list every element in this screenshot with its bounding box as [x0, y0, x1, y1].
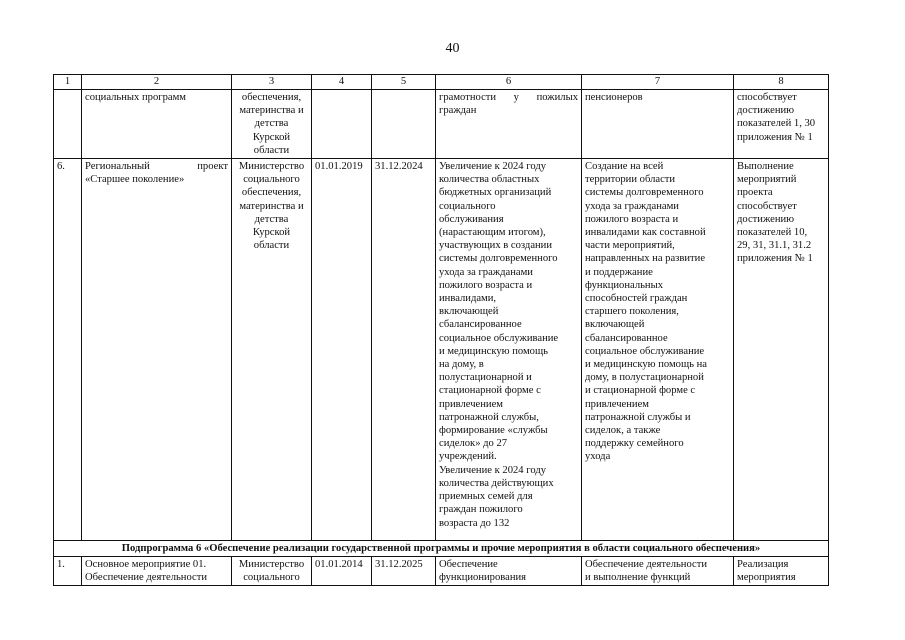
column-number: 8 [734, 75, 829, 90]
text-line: дому, в полустационарной [585, 372, 704, 384]
indicators-cell [734, 90, 829, 159]
text-line: показателей 1, 30 [737, 118, 816, 130]
text-line: показателей 10, [737, 227, 808, 239]
row-number-cell [54, 90, 82, 159]
text-line: грамотности у пожилых [439, 92, 578, 103]
text-line: учреждений. [439, 451, 497, 463]
end-date-cell: 31.12.2025 [372, 557, 436, 586]
text-line: количества областных [439, 174, 540, 186]
column-number-row [54, 75, 829, 90]
text-line: ухода [585, 451, 611, 463]
text-line: инвалидами как составной [585, 227, 706, 239]
text-line: бюджетных организаций [439, 187, 552, 199]
text-line: детства [254, 118, 289, 130]
text-line: приемных семей для [439, 491, 533, 503]
column-number: 6 [436, 75, 582, 90]
program-table [53, 74, 829, 586]
text-line: направленных на развитие [585, 253, 706, 265]
text-line: и стационарной форме с [585, 385, 696, 397]
text-line: способствует [737, 92, 797, 103]
text-line: функционирования [439, 572, 527, 584]
row-number-cell: 1. [54, 557, 82, 586]
text-line: Курской [252, 131, 291, 143]
text-line: социального [243, 572, 300, 584]
text-line: области [253, 144, 290, 156]
event-name-cell [82, 159, 232, 541]
event-name-cell: социальных программ [82, 90, 232, 159]
text-line: Реализация [737, 559, 789, 571]
text-line: пожилого возраста и [439, 279, 533, 291]
table-row-6 [54, 159, 829, 541]
text-line: Министерство [238, 559, 305, 571]
text-line: Увеличение к 2024 году [439, 161, 547, 173]
text-line: Выполнение [737, 161, 794, 173]
text-line: граждан [439, 105, 477, 117]
text-line: приложения № 1 [737, 131, 813, 143]
text-line: Основное мероприятие 01. [85, 559, 207, 571]
end-date-cell: 31.12.2024 [372, 159, 436, 541]
text-line: мероприятия [737, 572, 796, 584]
subprogram-title: Подпрограмма 6 «Обеспечение реализации государственной программы и прочие мероприятия в области социального обеспечения» [54, 541, 829, 557]
text-line: социального [439, 200, 496, 212]
text-line: социальное обслуживание [585, 345, 705, 357]
text-line: сбалансированное [439, 319, 522, 331]
text-line: социального [243, 174, 300, 186]
text-line: патронажной службы, [439, 411, 539, 423]
text-line: Региональный проект [85, 161, 228, 173]
column-number: 3 [232, 75, 312, 90]
text-line: способствует [737, 200, 797, 212]
text-line: сбалансированное [585, 332, 668, 344]
event-name-cell [82, 557, 232, 586]
text-line: (нарастающим итогом), [439, 227, 546, 239]
text-line: на дому, в [439, 359, 484, 371]
text-line: части мероприятий, [585, 240, 675, 252]
text-line: сиделок» до 27 [439, 438, 508, 450]
text-line: области [253, 240, 290, 252]
text-line: «Старшее поколение» [85, 174, 185, 186]
text-line: Обеспечение деятельности [85, 572, 208, 584]
text-line: социальное обслуживание [439, 332, 559, 344]
text-line: ухода за гражданами [585, 200, 679, 212]
start-date-cell [312, 90, 372, 159]
text-line: участвующих в создании [439, 240, 553, 252]
text-line: Обеспечение [439, 559, 498, 571]
text-line: полустационарной и [439, 372, 532, 384]
text-line: привлечением [439, 398, 503, 410]
text-line: достижению [737, 213, 795, 225]
text-line: обслуживания [439, 213, 504, 225]
text-line: функциональных [585, 279, 664, 291]
text-line: детства [254, 213, 289, 225]
text-line: проекта [737, 187, 773, 199]
text-line: и медицинскую помощь [439, 345, 548, 357]
text-line: патронажной службы и [585, 411, 691, 423]
text-line: поддержку семейного [585, 438, 684, 450]
text-line: обеспечения, [241, 187, 302, 199]
executor-cell [232, 557, 312, 586]
text-line: материнства и [239, 105, 304, 117]
end-date-cell [372, 90, 436, 159]
text-line: ухода за гражданами [439, 266, 533, 278]
text-line: и медицинскую помощь на [585, 359, 707, 371]
text-line: стационарной форме с [439, 385, 541, 397]
executor-cell [232, 159, 312, 541]
executor-cell [232, 90, 312, 159]
text-line: Обеспечение деятельности [585, 559, 708, 571]
text-line: мероприятий [737, 174, 797, 186]
text-line: территории области [585, 174, 676, 186]
table-row-1 [54, 557, 829, 586]
text-line: сиделок, а также [585, 425, 661, 437]
text-line: включающей [585, 319, 645, 331]
text-line: и поддержание [585, 266, 653, 278]
text-line: Курской [252, 227, 291, 239]
table-row-continued [54, 90, 829, 159]
text-line: Увеличение к 2024 году [439, 464, 547, 476]
text-line: Министерство [238, 161, 305, 173]
text-line: системы долговременного [585, 187, 704, 199]
column-number: 5 [372, 75, 436, 90]
text-line: формирование «службы [439, 425, 548, 437]
text-line: количества действующих [439, 477, 554, 489]
text-line: обеспечения, [241, 92, 302, 103]
indicators-cell [734, 159, 829, 541]
text-line: приложения № 1 [737, 253, 813, 265]
content-cell [582, 159, 734, 541]
indicators-cell [734, 557, 829, 586]
content-cell: пенсионеров [582, 90, 734, 159]
text-line: способностей граждан [585, 293, 688, 305]
subprogram-heading-row [54, 541, 829, 557]
column-number: 1 [54, 75, 82, 90]
column-number: 2 [82, 75, 232, 90]
content-cell [582, 557, 734, 586]
text-line: 29, 31, 31.1, 31.2 [737, 240, 812, 252]
start-date-cell: 01.01.2014 [312, 557, 372, 586]
text-line: включающей [439, 306, 499, 318]
text-line: материнства и [239, 200, 304, 212]
text-line: возраста до 132 [439, 517, 510, 529]
text-line: старшего поколения, [585, 306, 679, 318]
row-number-cell: 6. [54, 159, 82, 541]
page-number: 40 [445, 41, 460, 56]
column-number: 4 [312, 75, 372, 90]
text-line: инвалидами, [439, 293, 497, 305]
text-line: достижению [737, 105, 795, 117]
start-date-cell: 01.01.2019 [312, 159, 372, 541]
text-line: и выполнение функций [585, 572, 691, 584]
expected-result-cell [436, 90, 582, 159]
text-line: системы долговременного [439, 253, 558, 265]
expected-result-cell [436, 159, 582, 541]
column-number: 7 [582, 75, 734, 90]
text-line: пожилого возраста и [585, 213, 679, 225]
text-line: привлечением [585, 398, 649, 410]
text-line: граждан пожилого [439, 504, 523, 516]
expected-result-cell [436, 557, 582, 586]
text-line: Создание на всей [585, 161, 664, 173]
